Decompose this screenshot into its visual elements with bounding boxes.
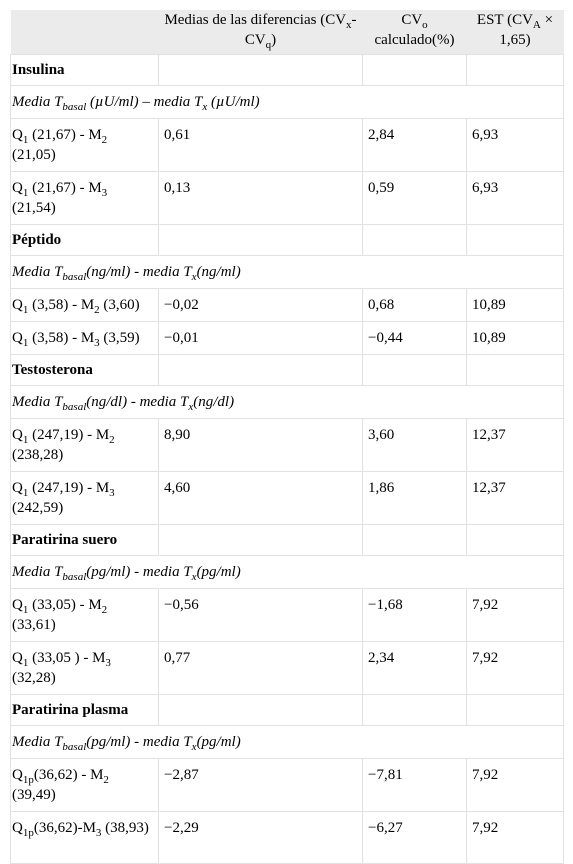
section-row [11, 225, 564, 256]
row-mean: −2,87 [159, 759, 363, 812]
section-row [11, 695, 564, 726]
row-est: 12,37 [467, 472, 564, 525]
section-subheader: Media $T_{basal}(pg/ml)$ - media $T_x(pg/ml)$ [11, 556, 564, 589]
section-title: Paratirina plasma [11, 695, 159, 726]
table-row [11, 759, 564, 812]
row-mean: 0,13 [159, 172, 363, 225]
table-row [11, 812, 564, 864]
row-cv: 3,60 [363, 419, 467, 472]
row-label: $Q_{1p}(36,62) - M_2$ (39,49) [11, 759, 159, 812]
row-mean: 4,60 [159, 472, 363, 525]
table-row [11, 289, 564, 322]
row-est: 7,92 [467, 589, 564, 642]
section-subheader: Media $T_{basal}(pg/ml)$ - media $T_x(pg/ml)$ [11, 726, 564, 759]
row-est: 7,92 [467, 759, 564, 812]
table-row [11, 589, 564, 642]
row-cv: −7,81 [363, 759, 467, 812]
table-row [11, 642, 564, 695]
row-cv: 2,34 [363, 642, 467, 695]
table-row [11, 419, 564, 472]
table-row [11, 172, 564, 225]
section-row [11, 525, 564, 556]
row-est: 10,89 [467, 289, 564, 322]
row-label: $Q_1$ $(33,05) - M_2$ (33,61) [11, 589, 159, 642]
row-cv: −6,27 [363, 812, 467, 864]
row-mean: −0,02 [159, 289, 363, 322]
section-row [11, 355, 564, 386]
header-est [467, 10, 564, 55]
row-cv: 0,59 [363, 172, 467, 225]
row-label: $Q_{1p}(36,62)-M_3$ (38,93) [11, 812, 159, 864]
results-table [10, 10, 564, 864]
row-cv: −1,68 [363, 589, 467, 642]
section-title: Paratirina suero [11, 525, 159, 556]
table-row [11, 472, 564, 525]
row-cv: −0,44 [363, 322, 467, 355]
row-cv: 1,86 [363, 472, 467, 525]
subheader-row [11, 386, 564, 419]
row-est: 10,89 [467, 322, 564, 355]
table-row [11, 322, 564, 355]
row-label: $Q_1$ $(3,58) - M_2$ (3,60) [11, 289, 159, 322]
header-est-label: EST $(CV_A \times 1,65)$ [476, 12, 554, 48]
row-label: $Q_1$ $(3,58) - M_3$ (3,59) [11, 322, 159, 355]
row-est: 6,93 [467, 172, 564, 225]
row-mean: −2,29 [159, 812, 363, 864]
subheader-row [11, 556, 564, 589]
subheader-row [11, 726, 564, 759]
row-label: $Q_1$ $(21,67) - M_2$ (21,05) [11, 119, 159, 172]
header-cvo-label: $CV_o$ calculado(%) [374, 12, 455, 48]
row-est: 7,92 [467, 642, 564, 695]
row-label: $Q_1$ (33,05 ) - $M_3$ (32,28) [11, 642, 159, 695]
row-cv: 2,84 [363, 119, 467, 172]
section-subheader: Media $T_{basal}(ng/dl)$ - media $T_x(ng/dl)$ [11, 386, 564, 419]
section-title: Insulina [11, 55, 159, 86]
header-mean-diff [159, 10, 363, 55]
row-est: 7,92 [467, 812, 564, 864]
section-title: Testosterona [11, 355, 159, 386]
row-cv: 0,68 [363, 289, 467, 322]
row-est: 12,37 [467, 419, 564, 472]
header-empty [11, 10, 159, 55]
header-row [11, 10, 564, 55]
subheader-row [11, 86, 564, 119]
row-mean: 8,90 [159, 419, 363, 472]
table-row [11, 119, 564, 172]
section-subheader: Media $T_{basal}$ (µU/ml) – media $T_x$ (µU/ml) [11, 86, 564, 119]
header-cvo [363, 10, 467, 55]
header-mean-diff-label: Medias de las diferencias ($CV_x-$ $CV_q$) [164, 12, 357, 51]
row-est: 6,93 [467, 119, 564, 172]
subheader-row [11, 256, 564, 289]
row-label: $Q_1$ $(21,67) - M_3$ (21,54) [11, 172, 159, 225]
row-mean: −0,56 [159, 589, 363, 642]
row-mean: 0,61 [159, 119, 363, 172]
section-title: Péptido [11, 225, 159, 256]
row-label: $Q_1$ $(247,19) - M_2$ (238,28) [11, 419, 159, 472]
row-label: $Q_1$ $(247,19) - M_3$ (242,59) [11, 472, 159, 525]
section-row [11, 55, 564, 86]
row-mean: 0,77 [159, 642, 363, 695]
row-mean: −0,01 [159, 322, 363, 355]
section-subheader: Media $T_{basal}(ng/ml)$ - media $T_x(ng/ml)$ [11, 256, 564, 289]
